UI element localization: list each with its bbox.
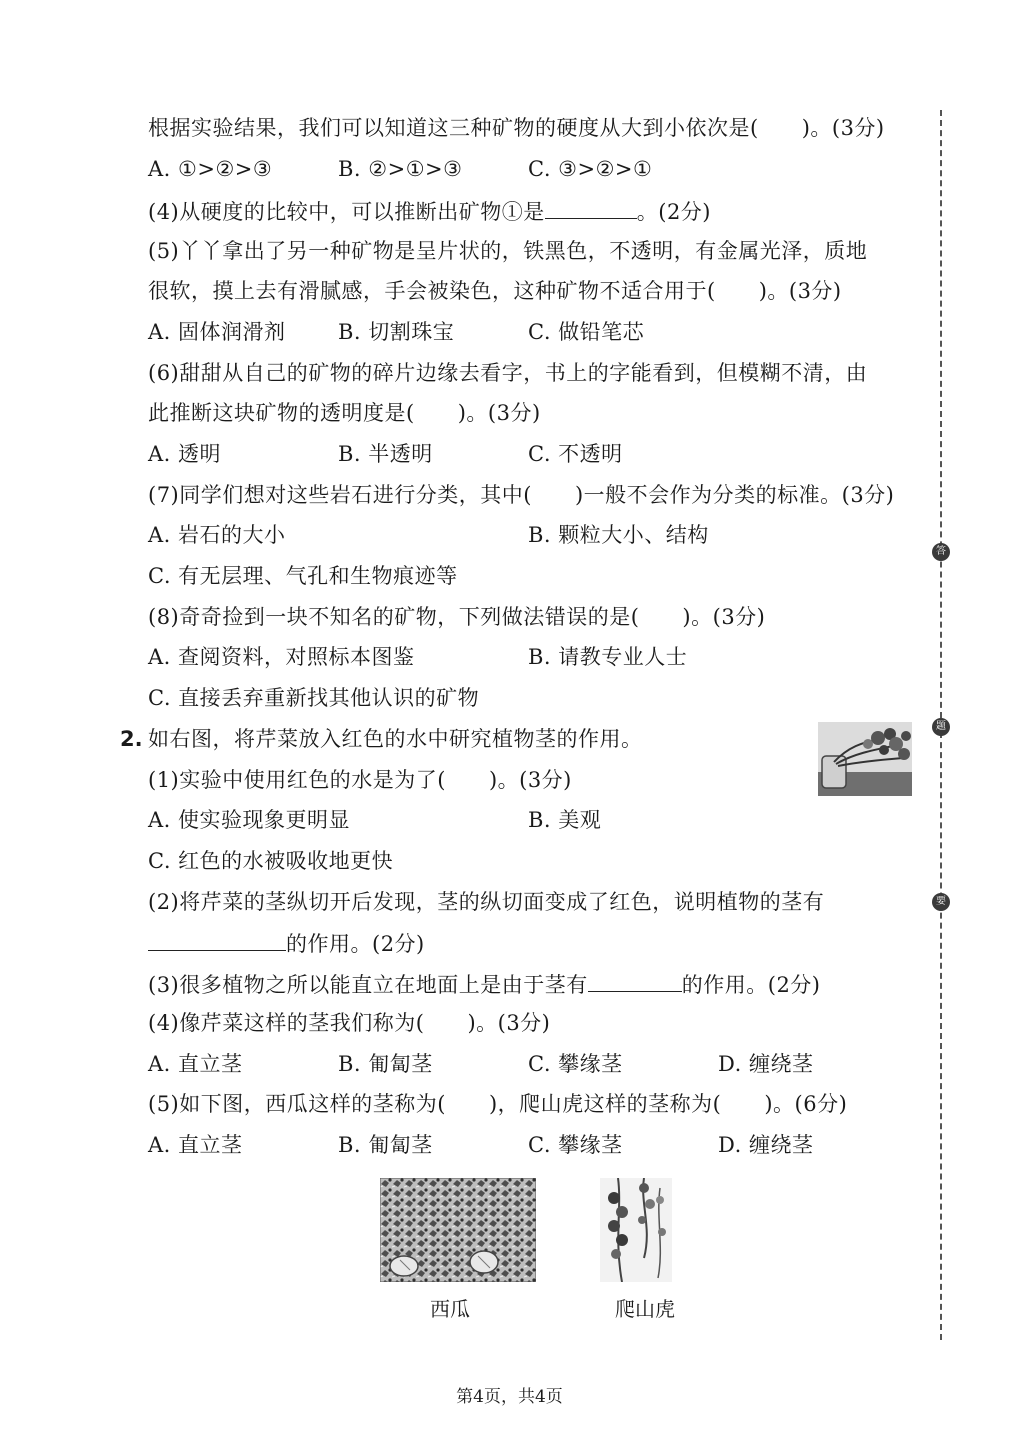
hardness-options xyxy=(148,155,908,183)
question-5-line2: 很软，摸上去有滑腻感，手会被染色，这种矿物不适合用于( )。(3分) xyxy=(148,279,842,303)
option-d[interactable]: D. 缠绕茎 xyxy=(718,1052,814,1076)
question-6-options xyxy=(148,440,908,468)
option-b[interactable]: B. 匍匐茎 xyxy=(338,1133,433,1157)
question-5-line1: (5)丫丫拿出了另一种矿物是呈片状的，铁黑色，不透明，有金属光泽，质地 xyxy=(148,239,868,263)
option-c[interactable]: C. 红色的水被吸收地更快 xyxy=(148,849,394,873)
option-b[interactable]: B. 半透明 xyxy=(338,442,433,466)
watermelon-drawing xyxy=(380,1178,536,1282)
q2-sub4-options xyxy=(148,1050,908,1078)
option-a[interactable]: A. 使实验现象更明显 xyxy=(148,808,351,832)
option-c[interactable]: C. 攀缘茎 xyxy=(528,1052,623,1076)
q2-sub1: (1)实验中使用红色的水是为了( )。(3分) xyxy=(148,768,572,792)
boston-ivy-drawing xyxy=(600,1178,672,1282)
option-c[interactable]: C. 做铅笔芯 xyxy=(528,320,645,344)
question-2-intro: 如右图，将芹菜放入红色的水中研究植物茎的作用。 xyxy=(148,727,643,751)
option-a[interactable]: A. 查阅资料，对照标本图鉴 xyxy=(148,645,415,669)
question-6-line1: (6)甜甜从自己的矿物的碎片边缘去看字，书上的字能看到，但模糊不清，由 xyxy=(148,361,868,385)
option-b[interactable]: B. 颗粒大小、结构 xyxy=(528,523,709,547)
option-c[interactable]: C. 有无层理、气孔和生物痕迹等 xyxy=(148,564,458,588)
watermelon-photo xyxy=(380,1178,536,1282)
option-b[interactable]: B. 匍匐茎 xyxy=(338,1052,433,1076)
option-a[interactable]: A. 透明 xyxy=(148,442,222,466)
q2-sub2-line2 xyxy=(148,928,425,958)
question-6-line2: 此推断这块矿物的透明度是( )。(3分) xyxy=(148,401,541,425)
option-a[interactable]: A. 直立茎 xyxy=(148,1052,243,1076)
option-b[interactable]: B. ②>①>③ xyxy=(338,157,463,181)
celery-drawing xyxy=(818,722,912,796)
answer-blank-2-2[interactable] xyxy=(148,928,286,951)
option-c[interactable]: C. ③>②>① xyxy=(528,157,653,181)
q2-sub2-line1: (2)将芹菜的茎纵切开后发现，茎的纵切面变成了红色，说明植物的茎有 xyxy=(148,890,825,914)
answer-blank-2-3[interactable] xyxy=(588,969,682,992)
option-b[interactable]: B. 切割珠宝 xyxy=(338,320,455,344)
question-7: (7)同学们想对这些岩石进行分类，其中( )一般不会作为分类的标准。(3分) xyxy=(148,483,895,507)
option-d[interactable]: D. 缠绕茎 xyxy=(718,1133,814,1157)
margin-mark-2: 题 xyxy=(932,718,950,736)
q2-sub4: (4)像芹菜这样的茎我们称为( )。(3分) xyxy=(148,1011,551,1035)
q2-sub3-text: (3)很多植物之所以能直立在地面上是由于茎有 xyxy=(148,973,588,997)
option-b[interactable]: B. 美观 xyxy=(528,808,602,832)
question-2-number: 2. xyxy=(120,727,143,751)
question-4-text: (4)从硬度的比较中，可以推断出矿物①是 xyxy=(148,200,545,224)
option-c[interactable]: C. 攀缘茎 xyxy=(528,1133,623,1157)
q2-sub2-score: 的作用。(2分) xyxy=(286,932,425,956)
option-b[interactable]: B. 请教专业人士 xyxy=(528,645,688,669)
option-a[interactable]: A. ①>②>③ xyxy=(148,157,273,181)
question-8: (8)奇奇捡到一块不知名的矿物，下列做法错误的是( )。(3分) xyxy=(148,605,766,629)
q2-sub1-options-row1 xyxy=(148,806,908,834)
margin-mark-3: 要 xyxy=(932,893,950,911)
q2-sub5: (5)如下图，西瓜这样的茎称为( )，爬山虎这样的茎称为( )。(6分) xyxy=(148,1092,848,1116)
question-4 xyxy=(148,196,711,226)
option-c[interactable]: C. 直接丢弃重新找其他认识的矿物 xyxy=(148,686,480,710)
hardness-question: 根据实验结果，我们可以知道这三种矿物的硬度从大到小依次是( )。(3分) xyxy=(148,116,885,140)
page-footer: 第4页，共4页 xyxy=(456,1387,563,1407)
question-5-options xyxy=(148,318,908,346)
question-8-options-row1 xyxy=(148,643,908,671)
question-4-score: 。(2分) xyxy=(636,200,711,224)
watermelon-caption: 西瓜 xyxy=(430,1297,470,1321)
boston-ivy-photo xyxy=(600,1178,672,1282)
celery-photo xyxy=(818,722,912,796)
q2-sub3-score: 的作用。(2分) xyxy=(681,973,821,997)
option-a[interactable]: A. 固体润滑剂 xyxy=(148,320,286,344)
option-a[interactable]: A. 直立茎 xyxy=(148,1133,243,1157)
q2-sub5-options xyxy=(148,1131,908,1159)
question-7-options-row1 xyxy=(148,521,908,549)
option-c[interactable]: C. 不透明 xyxy=(528,442,623,466)
q2-sub3 xyxy=(148,969,821,999)
margin-mark-1: 答 xyxy=(932,543,950,561)
boston-ivy-caption: 爬山虎 xyxy=(615,1297,675,1321)
answer-blank-4[interactable] xyxy=(545,196,637,219)
option-a[interactable]: A. 岩石的大小 xyxy=(148,523,286,547)
